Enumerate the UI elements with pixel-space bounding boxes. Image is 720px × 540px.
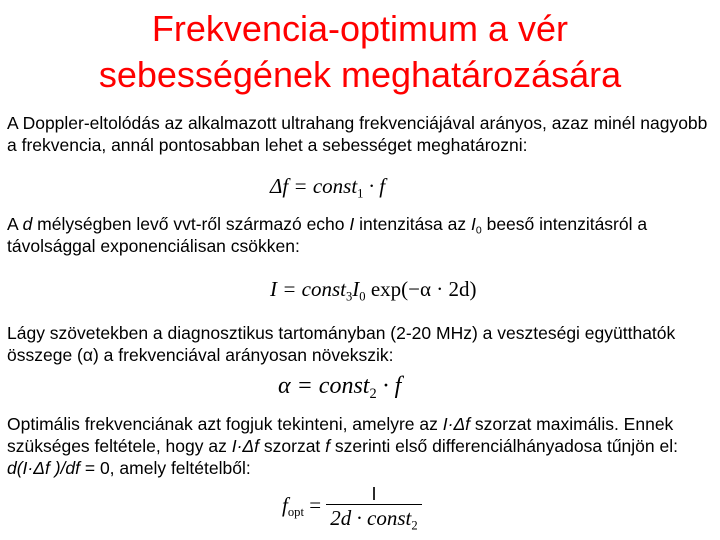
paragraph-intensity: A d mélységben levő vvt-ről származó echo I intenzitása az $I_0$ beeső intenzitásról a távolsággal exponenciálisan csökken: (7, 214, 648, 256)
formula-optimal-frequency: $f_{opt}$ = $\frac{I}{2d \cdot const_2}$ (282, 484, 422, 530)
formula-intensity: $I = const_3I_0$ exp(−α · 2d) (270, 277, 477, 304)
formula-attenuation: α = const$_2$ · f (278, 373, 402, 403)
paragraph-doppler: A Doppler-eltolódás az alkalmazott ultrahang frekvenciájával arányos, azaz minél nagyobb a frekvencia, annál pontosabban lehet a sebességet meghatározni: (7, 113, 708, 155)
paragraph-attenuation: Lágy szövetekben a diagnosztikus tartományban (2-20 MHz) a veszteségi együtthatók összege (α) a frekvenciával arányosan növekszik: (7, 323, 676, 365)
slide-title (0, 6, 720, 98)
title-line-2: sebességének meghatározására (98, 54, 622, 95)
fraction-denominator: 2d · const$_2$ (326, 504, 421, 530)
paragraph-optimum: Optimális frekvenciának azt fogjuk tekinteni, amelyre az I·Δf szorzat maximális. Ennek szükséges feltétele, hogy az I·Δf szorzat f szerinti első differenciálhányadosa tűnjön el: d(I·Δf )/df = 0, amely feltételből: (7, 414, 678, 478)
fraction (326, 484, 421, 533)
title-line-1: Frekvencia-optimum a vér (151, 8, 569, 49)
fraction-numerator: I (371, 484, 377, 504)
formula-doppler-shift: Δf = const$_1$ · f (270, 174, 386, 201)
